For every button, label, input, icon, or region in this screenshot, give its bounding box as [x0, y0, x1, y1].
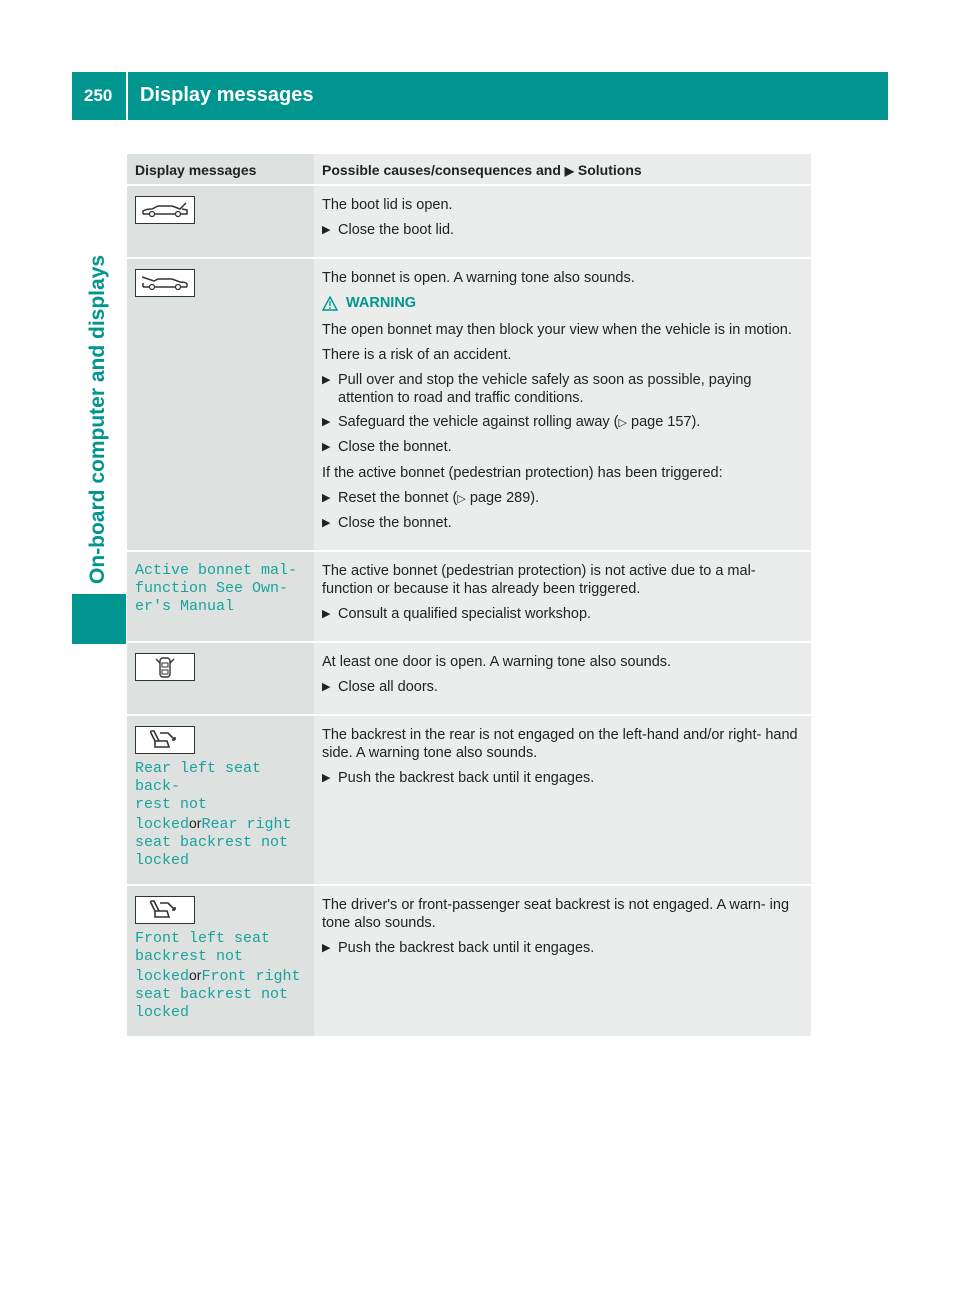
page-reference-link[interactable]: page 289).	[469, 490, 540, 506]
page-title: Display messages	[140, 84, 314, 106]
page-number: 250	[84, 86, 113, 105]
solution-step	[322, 678, 803, 696]
warning-text: The open bonnet may then block your view when the vehicle is in motion.	[322, 322, 792, 338]
message-line: function See Own‐	[135, 580, 289, 597]
table-row	[127, 716, 811, 886]
step-arrow-icon: ▶	[322, 772, 331, 784]
message-line: Rear left seat back‐	[135, 760, 262, 795]
step-text: Close all doors.	[338, 679, 438, 695]
table-row	[127, 643, 811, 716]
door-open-icon	[135, 653, 195, 681]
section-side-block	[72, 594, 126, 644]
step-text: Close the bonnet.	[338, 439, 452, 455]
condition-text: If the active bonnet (pedestrian protection) has been triggered:	[322, 465, 723, 481]
step-text: Consult a qualified specialist workshop.	[338, 606, 592, 622]
solution-step	[322, 221, 803, 239]
cause-text: The active bonnet (pedestrian protection) is not active due to a mal- function or because it has already been triggered.	[322, 563, 756, 597]
display-message-text	[135, 760, 306, 870]
cause-text: The driver's or front-passenger seat backrest is not engaged. A warn- ing tone also sounds.	[322, 897, 790, 931]
step-text: Push the backrest back until it engages.	[338, 940, 595, 956]
step-arrow-icon: ▶	[322, 224, 331, 236]
step-text: Close the bonnet.	[338, 515, 452, 531]
step-arrow-icon: ▶	[322, 681, 331, 693]
display-message-text	[135, 930, 306, 1022]
table-row	[127, 259, 811, 552]
page-ref-icon: ▷	[618, 417, 627, 429]
display-message-cell	[127, 186, 314, 257]
step-text	[338, 489, 539, 508]
column-header-causes: Possible causes/consequences and	[322, 162, 561, 178]
seat-backrest-icon	[135, 896, 195, 924]
message-line: seat backrest not	[135, 986, 289, 1003]
step-text-part: Reset the bonnet (	[338, 490, 458, 506]
table-row	[127, 552, 811, 643]
warning-text: There is a risk of an accident.	[322, 347, 512, 363]
message-line	[135, 814, 306, 834]
display-message-cell	[127, 886, 314, 1036]
solution-cell	[314, 716, 811, 884]
message-line: seat backrest not	[135, 834, 289, 851]
or-connector: or	[189, 815, 202, 831]
cause-text: The boot lid is open.	[322, 197, 453, 213]
message-line	[135, 966, 306, 986]
message-part: locked	[135, 968, 190, 985]
message-part: locked	[135, 816, 190, 833]
message-line: rest not	[135, 796, 208, 813]
seat-backrest-icon	[135, 726, 195, 754]
solution-cell	[314, 552, 811, 641]
solution-step	[322, 413, 803, 432]
solution-step	[322, 514, 803, 532]
message-line: locked	[135, 1004, 190, 1021]
solution-cell	[314, 259, 811, 550]
step-text	[338, 413, 700, 432]
solution-step	[322, 438, 803, 456]
table-header-row	[127, 154, 811, 186]
solution-step	[322, 605, 803, 623]
solution-step	[322, 769, 803, 787]
display-message-cell	[127, 259, 314, 550]
display-messages-table	[127, 154, 811, 1038]
table-row	[127, 186, 811, 259]
step-text: Close the boot lid.	[338, 222, 455, 238]
step-arrow-icon: ▶	[322, 416, 331, 428]
column-header-display-messages: Display messages	[127, 154, 314, 184]
step-arrow-icon: ▶	[322, 492, 331, 504]
column-header-solutions	[314, 154, 811, 184]
message-part: Front right	[201, 968, 301, 985]
display-message-cell	[127, 643, 314, 714]
boot-open-icon	[135, 196, 195, 224]
page-reference-link[interactable]: page 157).	[631, 414, 701, 430]
cause-text: At least one door is open. A warning tone also sounds.	[322, 654, 672, 670]
step-arrow-icon: ▶	[322, 517, 331, 529]
solution-cell	[314, 186, 811, 257]
step-arrow-icon: ▶	[322, 942, 331, 954]
message-line: Front left seat	[135, 930, 271, 947]
section-side-label: On-board computer and displays	[86, 254, 109, 584]
step-text: Push the backrest back until it engages.	[338, 770, 595, 786]
warning-heading	[322, 295, 803, 311]
solution-step	[322, 939, 803, 957]
display-message-cell	[127, 552, 314, 641]
cause-text: The bonnet is open. A warning tone also sounds.	[322, 270, 635, 286]
step-arrow-icon: ▶	[322, 441, 331, 453]
solution-arrow-icon: ▶	[564, 164, 575, 178]
display-message-text	[135, 562, 306, 616]
solution-cell	[314, 886, 811, 1036]
message-part: Rear right	[201, 816, 292, 833]
warning-label: WARNING	[346, 295, 417, 311]
column-header-solutions-label: Solutions	[577, 162, 642, 178]
display-message-cell	[127, 716, 314, 884]
step-arrow-icon: ▶	[322, 608, 331, 620]
or-connector: or	[189, 967, 202, 983]
solution-step	[322, 371, 803, 407]
solution-step	[322, 489, 803, 508]
message-line: Active bonnet mal‐	[135, 562, 298, 579]
step-arrow-icon: ▶	[322, 374, 331, 386]
table-row	[127, 886, 811, 1038]
step-text: Pull over and stop the vehicle safely as soon as possible, paying attention to road and traffic conditions.	[338, 372, 752, 406]
step-text-part: Safeguard the vehicle against rolling away (	[338, 414, 619, 430]
cause-text: The backrest in the rear is not engaged on the left-hand and/or right- hand side. A warning tone also sounds.	[322, 727, 798, 761]
warning-triangle-icon	[322, 296, 338, 311]
message-line: er's Manual	[135, 598, 235, 615]
header-divider	[126, 72, 128, 120]
page-ref-icon: ▷	[457, 493, 466, 505]
solution-cell	[314, 643, 811, 714]
message-line: locked	[135, 852, 190, 869]
bonnet-open-icon	[135, 269, 195, 297]
message-line: backrest not	[135, 948, 244, 965]
